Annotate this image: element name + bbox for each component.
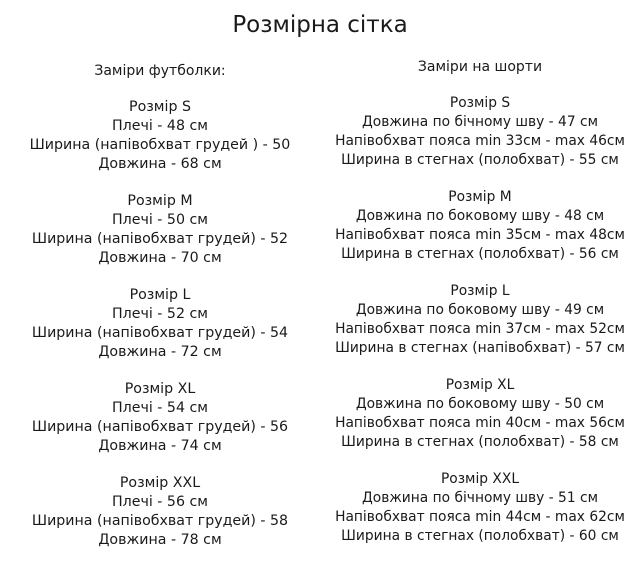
shoulders-line: Плечі - 52 см <box>112 306 208 322</box>
hip-width-line: Ширина в стегнах (напівобхват) - 57 см <box>335 340 625 356</box>
chest-width-line: Ширина (напівобхват грудей) - 54 <box>31 325 289 341</box>
shoulders-line: Плечі - 54 см <box>112 400 208 416</box>
hip-width-line: Ширина в стегнах (полобхват) - 58 см <box>341 434 619 450</box>
waist-line: Напівобхват пояса min 33см - max 46см <box>335 133 625 149</box>
waist-line: Напівобхват пояса min 35см - max 48см <box>335 227 625 243</box>
length-line: Довжина - 68 см <box>98 156 222 172</box>
size-label: Розмір M <box>448 189 512 205</box>
side-seam-length-line: Довжина по бічному шву - 51 см <box>362 490 598 506</box>
shoulders-line: Плечі - 48 см <box>112 118 208 134</box>
waist-line: Напівобхват пояса min 37см - max 52см <box>335 321 625 337</box>
shirt-size-xxl <box>0 474 320 550</box>
length-line: Довжина - 70 см <box>98 250 222 266</box>
chest-width-line: Ширина (напівобхват грудей) - 52 <box>31 231 289 247</box>
shorts-size-xxl <box>320 470 640 546</box>
length-line: Довжина - 72 см <box>98 344 222 360</box>
chest-width-line: Ширина (напівобхват грудей ) - 50 <box>29 137 291 153</box>
chest-width-line: Ширина (напівобхват грудей) - 58 <box>31 513 289 529</box>
hip-width-line: Ширина в стегнах (полобхват) - 55 см <box>341 152 619 168</box>
shorts-size-m <box>320 188 640 264</box>
length-line: Довжина - 74 см <box>98 438 222 454</box>
hip-width-line: Ширина в стегнах (полобхват) - 60 см <box>341 528 619 544</box>
waist-line: Напівобхват пояса min 40см - max 56см <box>335 415 625 431</box>
shoulders-line: Плечі - 50 см <box>112 212 208 228</box>
size-label: Розмір XXL <box>440 471 520 487</box>
size-label: Розмір L <box>129 287 191 303</box>
size-label: Розмір M <box>127 193 193 209</box>
size-label: Розмір S <box>449 95 511 111</box>
shirt-size-xl <box>0 380 320 456</box>
hip-width-line: Ширина в стегнах (полобхват) - 56 см <box>341 246 619 262</box>
shorts-size-l <box>320 282 640 358</box>
size-label: Розмір S <box>129 99 191 115</box>
waist-line: Напівобхват пояса min 44см - max 62см <box>335 509 625 525</box>
page-title: Розмірна сітка <box>232 12 408 38</box>
size-label: Розмір XXL <box>119 475 201 491</box>
side-seam-length-line: Довжина по боковому шву - 48 см <box>355 208 605 224</box>
side-seam-length-line: Довжина по боковому шву - 49 см <box>355 302 605 318</box>
chest-width-line: Ширина (напівобхват грудей) - 56 <box>31 419 289 435</box>
shirt-size-m <box>0 192 320 268</box>
side-seam-length-line: Довжина по бічному шву - 47 см <box>362 114 598 130</box>
size-label: Розмір XL <box>445 377 515 393</box>
shirt-size-s <box>0 98 320 174</box>
size-label: Розмір XL <box>124 381 196 397</box>
size-label: Розмір L <box>450 283 510 299</box>
shorts-size-xl <box>320 376 640 452</box>
shirt-heading: Заміри футболки: <box>94 63 226 79</box>
length-line: Довжина - 78 см <box>98 532 222 548</box>
shirt-size-l <box>0 286 320 362</box>
shorts-heading: Заміри на шорти <box>417 59 543 75</box>
side-seam-length-line: Довжина по боковому шву - 50 см <box>355 396 605 412</box>
shorts-size-s <box>320 94 640 170</box>
shoulders-line: Плечі - 56 см <box>112 494 208 510</box>
